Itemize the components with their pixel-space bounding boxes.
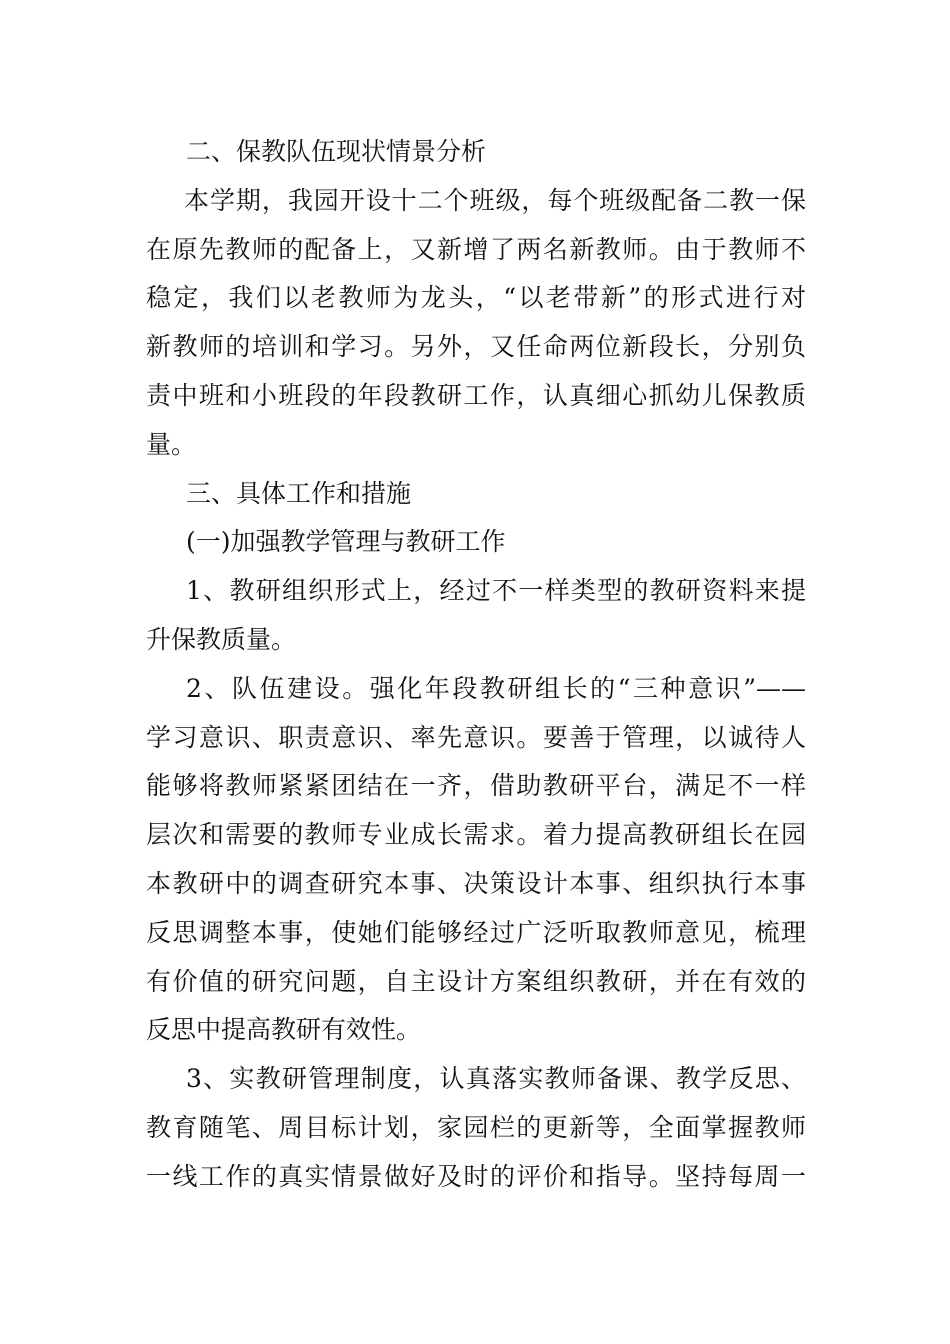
paragraph-line: 新教师的培训和学习。另外，又任命两位新段长，分别负 [146,332,806,362]
paragraph-line: 1、教研组织形式上，经过不一样类型的教研资料来提 [186,576,806,606]
paragraph-line: 稳定，我们以老教师为龙头，“以老带新”的形式进行对 [146,283,806,313]
section-heading: 二、保教队伍现状情景分析 [186,137,487,166]
paragraph-line: 量。 [146,429,197,459]
paragraph-line: 升保教质量。 [146,624,297,654]
paragraph-line: 教育随笔、周目标计划，家园栏的更新等，全面掌握教师 [146,1112,806,1142]
paragraph-line: 反思中提高教研有效性。 [146,1015,422,1045]
paragraph-line: 层次和需要的教师专业成长需求。着力提高教研组长在园 [146,820,806,850]
paragraph-line: 有价值的研究问题，自主设计方案组织教研，并在有效的 [146,966,806,996]
section-heading: 三、具体工作和措施 [186,478,412,508]
paragraph-line: 本教研中的调查研究本事、决策设计本事、组织执行本事 [146,868,806,898]
paragraph-line: 学习意识、职责意识、率先意识。要善于管理，以诚待人 [146,722,806,752]
paragraph-line: 能够将教师紧紧团结在一齐，借助教研平台，满足不一样 [146,771,806,801]
paragraph-line: 一线工作的真实情景做好及时的评价和指导。坚持每周一 [146,1161,806,1191]
paragraph-line: 本学期，我园开设十二个班级，每个班级配备二教一保 [184,185,806,215]
subsection-heading: (一)加强教学管理与教研工作 [186,527,506,557]
paragraph-line: 2、队伍建设。强化年段教研组长的“三种意识”—— [186,673,806,703]
paragraph-line: 反思调整本事，使她们能够经过广泛听取教师意见，梳理 [146,917,806,947]
document-body [146,128,806,1202]
paragraph-line: 在原先教师的配备上，又新增了两名新教师。由于教师不 [146,234,806,264]
paragraph-line: 责中班和小班段的年段教研工作，认真细心抓幼儿保教质 [146,380,806,410]
paragraph-line: 3、实教研管理制度，认真落实教师备课、教学反思、 [186,1064,806,1094]
